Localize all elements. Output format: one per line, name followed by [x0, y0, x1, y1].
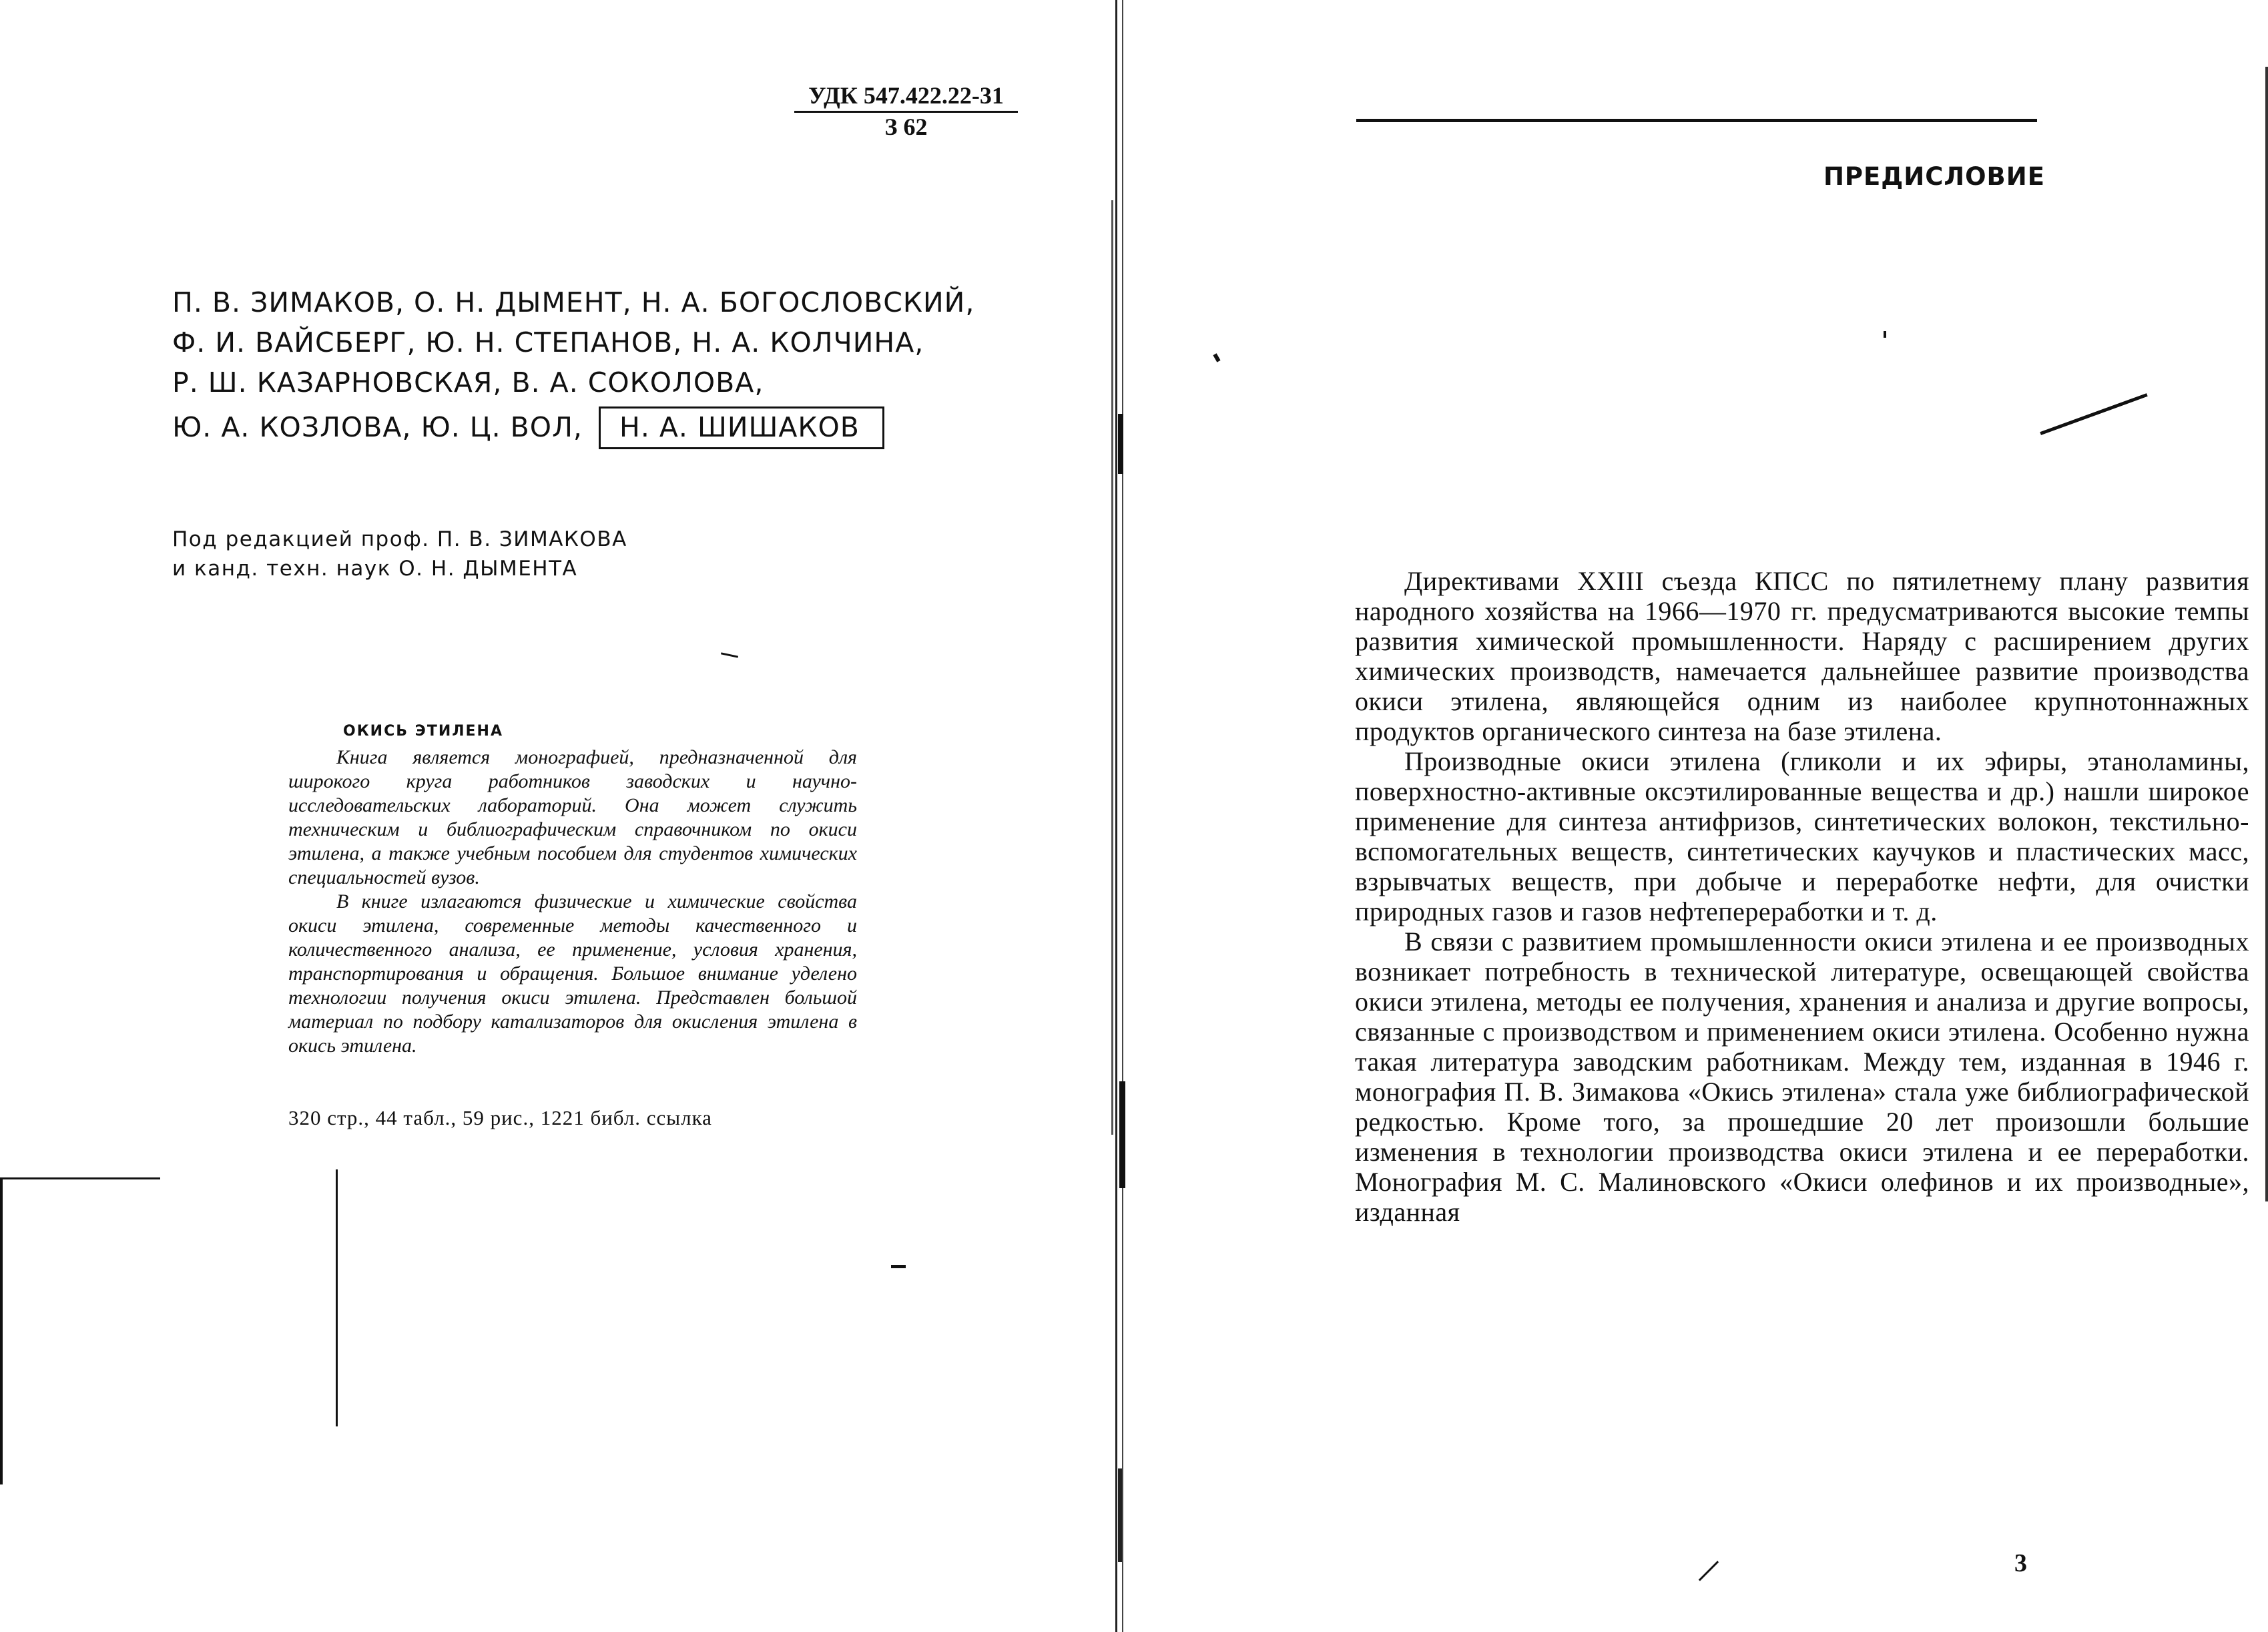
author-line-4: Ю. А. КОЗЛОВА, Ю. Ц. ВОЛ,: [172, 411, 583, 443]
author-line-1: П. В. ЗИМАКОВ, О. Н. ДЫМЕНТ, Н. А. БОГОСЛОВСКИЙ,: [172, 286, 975, 318]
author-line-2: Ф. И. ВАЙСБЕРГ, Ю. Н. СТЕПАНОВ, Н. А. КОЛЧИНА,: [172, 326, 924, 358]
annotation-paragraph-2: В книге излагаются физические и химические свойства окиси этилена, современные методы качественного и количественного анализа, ее применение, условия хранения, транспортирования и обращения. Большое внимание уделено технологии получения окиси этилена. Представлен большой материал по подбору катализаторов для окисления этилена в окись этилена.: [288, 890, 857, 1057]
book-spine: [1105, 0, 1135, 1632]
author-line-4-row: [172, 406, 1007, 449]
book-statistics: 320 стр., 44 табл., 59 рис., 1221 библ. ссылка: [288, 1106, 712, 1129]
preface-title: ПРЕДИСЛОВИЕ: [1823, 162, 2045, 191]
scan-mark-left-edge: [0, 1177, 160, 1179]
right-page: [1135, 0, 2268, 1632]
scan-dot-2: [1213, 353, 1220, 362]
scan-mark-diagonal: [2040, 393, 2147, 435]
preface-paragraph-1: Директивами XXIII съезда КПСС по пятилетнему плану развития народного хозяйства на 1966—1970 гг. предусматриваются высокие темпы развития химической промышленности. Наряду с расширением других химических производств, намечается дальнейшее развитие производства окиси этилена, являющейся одним из наиболее крупнотоннажных продуктов органического синтеза на базе этилена.: [1355, 566, 2249, 746]
scan-mark-bottom: [1699, 1561, 1719, 1581]
preface-paragraph-3: В связи с развитием промышленности окиси этилена и ее производных возникает потребность в технической литературе, освещающей свойства окиси этилена, методы ее получения, хранения и анализа и другие вопросы, связанные с производством и применением окиси этилена. Особенно нужна такая литература заводским работникам. Между тем, изданная в 1946 г. монография П. В. Зимакова «Окись этилена» стала уже библиографической редкостью. Кроме того, за прошедшие 20 лет произошли большие изменения в технологии производства окиси этилена и ее переработки. Монография М. С. Малиновского «Окиси олефинов и их производные», изданная: [1355, 926, 2249, 1227]
author-list: [172, 282, 1007, 449]
scan-dash-2: [891, 1265, 906, 1268]
page-number: 3: [2014, 1549, 2027, 1577]
boxed-author-name: Н. А. ШИШАКОВ: [599, 406, 884, 449]
left-page: [0, 0, 1105, 1632]
scan-dot-1: [1884, 331, 1886, 338]
scan-dash-1: [721, 652, 738, 657]
editor-line-2: и канд. техн. наук О. Н. ДЫМЕНТА: [172, 557, 578, 581]
spine-texture: [1105, 0, 1135, 1632]
udc-block: [794, 81, 1018, 141]
udc-classification: З 62: [884, 113, 928, 140]
scan-mark-right-edge: [2265, 67, 2268, 1201]
author-line-3: Р. Ш. КАЗАРНОВСКАЯ, В. А. СОКОЛОВА,: [172, 366, 764, 398]
udc-code: УДК 547.422.22-31: [794, 81, 1018, 113]
annotation-text: [288, 746, 857, 1058]
editor-line-1: Под редакцией проф. П. В. ЗИМАКОВА: [172, 527, 627, 551]
annotation-title: ОКИСЬ ЭТИЛЕНА: [343, 723, 503, 740]
editors-block: [172, 525, 627, 583]
scan-mark-under-stats: [336, 1169, 338, 1426]
annotation-paragraph-1: Книга является монографией, предназначенной для широкого круга работников заводских и научно-исследовательских лабораторий. Она может служить техническим и библиографическим справочником по окиси этилена, а также учебным пособием для студентов химических специальностей вузов.: [288, 746, 857, 888]
header-rule: [1356, 119, 2037, 122]
preface-paragraph-2: Производные окиси этилена (гликоли и их эфиры, этаноламины, поверхностно-активные оксэтилированные вещества и др.) нашли широкое применение для синтеза антифризов, синтетических волокон, текстильно-вспомогательных веществ, синтетических каучуков и пластических масс, взрывчатых веществ, при добыче и переработке нефти, для очистки природных газов и газов нефтепереработки и т. д.: [1355, 746, 2249, 926]
preface-body: [1355, 566, 2249, 1227]
scan-mark-left-vertical: [0, 1177, 3, 1484]
